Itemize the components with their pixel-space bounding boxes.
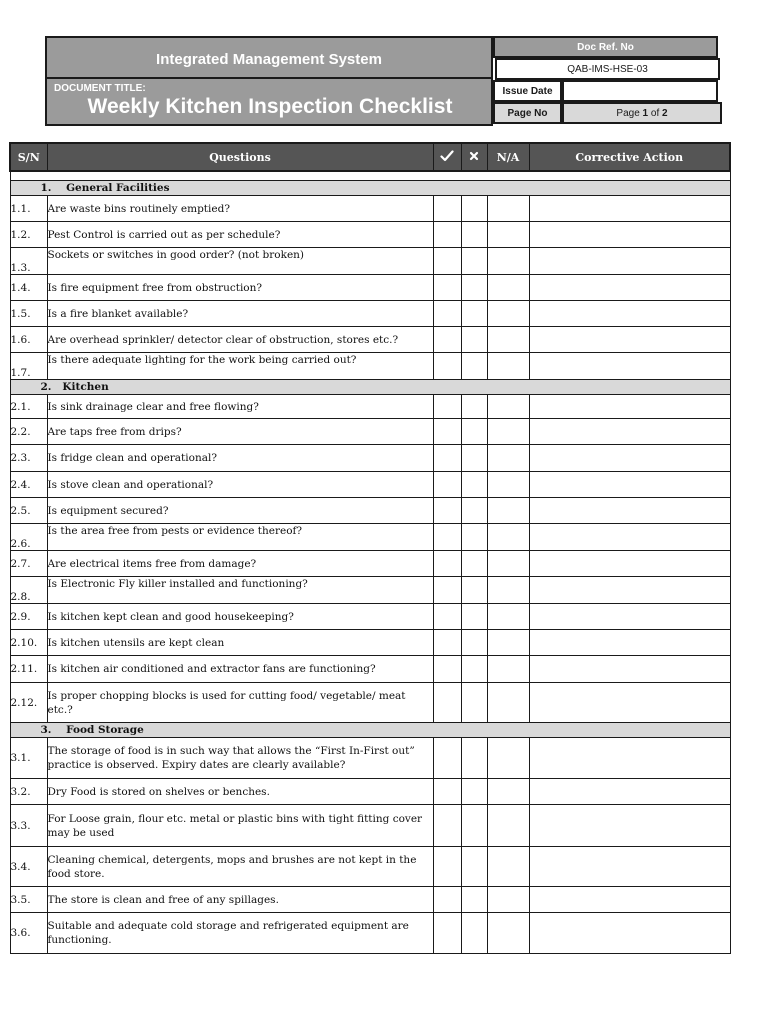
- no-checkbox-cell[interactable]: [461, 847, 487, 887]
- corrective-action-cell[interactable]: [529, 656, 730, 683]
- na-checkbox-cell[interactable]: [487, 630, 529, 656]
- na-checkbox-cell[interactable]: [487, 779, 529, 805]
- yes-checkbox-cell[interactable]: [433, 630, 461, 656]
- corrective-action-cell[interactable]: [529, 248, 730, 275]
- yes-checkbox-cell[interactable]: [433, 524, 461, 551]
- table-row: [10, 779, 730, 805]
- item-number: 2.3.: [10, 445, 47, 472]
- yes-checkbox-cell[interactable]: [433, 327, 461, 353]
- corrective-action-cell[interactable]: [529, 419, 730, 445]
- table-row: [10, 847, 730, 887]
- item-number: 2.7.: [10, 551, 47, 577]
- no-checkbox-cell[interactable]: [461, 887, 487, 913]
- yes-checkbox-cell[interactable]: [433, 738, 461, 779]
- question-text: Is kitchen utensils are kept clean: [47, 630, 433, 656]
- corrective-action-cell[interactable]: [529, 353, 730, 380]
- question-text: Is a fire blanket available?: [47, 301, 433, 327]
- yes-checkbox-cell[interactable]: [433, 604, 461, 630]
- yes-checkbox-cell[interactable]: [433, 222, 461, 248]
- table-row: [10, 275, 730, 301]
- na-checkbox-cell[interactable]: [487, 196, 529, 222]
- question-text: Cleaning chemical, detergents, mops and brushes are not kept in the food store.: [47, 847, 433, 887]
- table-row: [10, 248, 730, 275]
- table-row: [10, 887, 730, 913]
- na-checkbox-cell[interactable]: [487, 395, 529, 419]
- page-total: 2: [662, 107, 668, 119]
- yes-checkbox-cell[interactable]: [433, 301, 461, 327]
- corrective-action-cell[interactable]: [529, 887, 730, 913]
- col-header-yes: [433, 143, 461, 171]
- item-number: 2.6.: [10, 524, 47, 551]
- no-checkbox-cell[interactable]: [461, 551, 487, 577]
- no-checkbox-cell[interactable]: [461, 498, 487, 524]
- document-title-banner: [45, 79, 493, 126]
- table-row: [10, 630, 730, 656]
- no-checkbox-cell[interactable]: [461, 196, 487, 222]
- table-row: [10, 445, 730, 472]
- yes-checkbox-cell[interactable]: [433, 887, 461, 913]
- question-text: Is Electronic Fly killer installed and functioning?: [47, 577, 433, 604]
- col-header-sn: S/N: [10, 143, 47, 171]
- corrective-action-cell[interactable]: [529, 196, 730, 222]
- corrective-action-cell[interactable]: [529, 604, 730, 630]
- table-row: [10, 738, 730, 779]
- no-checkbox-cell[interactable]: [461, 630, 487, 656]
- na-checkbox-cell[interactable]: [487, 248, 529, 275]
- item-number: 3.5.: [10, 887, 47, 913]
- item-number: 3.1.: [10, 738, 47, 779]
- checklist-body: [10, 171, 730, 954]
- na-checkbox-cell[interactable]: [487, 683, 529, 723]
- na-checkbox-cell[interactable]: [487, 847, 529, 887]
- corrective-action-cell[interactable]: [529, 551, 730, 577]
- no-checkbox-cell[interactable]: [461, 222, 487, 248]
- document-title-label: DOCUMENT TITLE:: [54, 83, 146, 94]
- table-row: [10, 301, 730, 327]
- page-no-label: Page No: [493, 102, 562, 124]
- question-text: Is fridge clean and operational?: [47, 445, 433, 472]
- page-current: 1: [642, 107, 649, 119]
- yes-checkbox-cell[interactable]: [433, 913, 461, 954]
- yes-checkbox-cell[interactable]: [433, 248, 461, 275]
- na-checkbox-cell[interactable]: [487, 524, 529, 551]
- cross-icon: [469, 151, 479, 161]
- col-header-na: N/A: [487, 143, 529, 171]
- no-checkbox-cell[interactable]: [461, 524, 487, 551]
- page-of: of: [650, 107, 660, 119]
- table-row: [10, 683, 730, 723]
- corrective-action-cell[interactable]: [529, 630, 730, 656]
- question-text: Are electrical items free from damage?: [47, 551, 433, 577]
- item-number: 2.11.: [10, 656, 47, 683]
- yes-checkbox-cell[interactable]: [433, 656, 461, 683]
- item-number: 2.1.: [10, 395, 47, 419]
- no-checkbox-cell[interactable]: [461, 419, 487, 445]
- section-row: [10, 380, 730, 395]
- na-checkbox-cell[interactable]: [487, 327, 529, 353]
- item-number: 2.9.: [10, 604, 47, 630]
- item-number: 1.2.: [10, 222, 47, 248]
- table-row: [10, 395, 730, 419]
- no-checkbox-cell[interactable]: [461, 472, 487, 498]
- question-text: The storage of food is in such way that allows the “First In-First out” practice is observed. Expiry dates are clearly available?: [47, 738, 433, 779]
- item-number: 2.4.: [10, 472, 47, 498]
- section-title: 3. Food Storage: [10, 723, 730, 738]
- no-checkbox-cell[interactable]: [461, 738, 487, 779]
- col-header-corrective-action: Corrective Action: [529, 143, 730, 171]
- col-header-no: [461, 143, 487, 171]
- table-row: [10, 551, 730, 577]
- table-row: [10, 472, 730, 498]
- issue-date-label: Issue Date: [493, 80, 562, 102]
- na-checkbox-cell[interactable]: [487, 445, 529, 472]
- section-row: [10, 723, 730, 738]
- system-name-banner: [45, 36, 493, 79]
- item-number: 2.10.: [10, 630, 47, 656]
- question-text: Are waste bins routinely emptied?: [47, 196, 433, 222]
- question-text: Sockets or switches in good order? (not broken): [47, 248, 433, 275]
- na-checkbox-cell[interactable]: [487, 604, 529, 630]
- no-checkbox-cell[interactable]: [461, 248, 487, 275]
- question-text: Is the area free from pests or evidence thereof?: [47, 524, 433, 551]
- yes-checkbox-cell[interactable]: [433, 779, 461, 805]
- no-checkbox-cell[interactable]: [461, 656, 487, 683]
- yes-checkbox-cell[interactable]: [433, 805, 461, 847]
- table-row: [10, 656, 730, 683]
- no-checkbox-cell[interactable]: [461, 604, 487, 630]
- section-row: [10, 181, 730, 196]
- yes-checkbox-cell[interactable]: [433, 472, 461, 498]
- corrective-action-cell[interactable]: [529, 805, 730, 847]
- yes-checkbox-cell[interactable]: [433, 551, 461, 577]
- section-title: 1. General Facilities: [10, 181, 730, 196]
- item-number: 3.4.: [10, 847, 47, 887]
- table-row: [10, 604, 730, 630]
- question-text: Is kitchen kept clean and good housekeeping?: [47, 604, 433, 630]
- corrective-action-cell[interactable]: [529, 913, 730, 954]
- item-number: 1.5.: [10, 301, 47, 327]
- na-checkbox-cell[interactable]: [487, 656, 529, 683]
- system-name: Integrated Management System: [156, 51, 382, 68]
- corrective-action-cell[interactable]: [529, 498, 730, 524]
- item-number: 1.6.: [10, 327, 47, 353]
- corrective-action-cell[interactable]: [529, 524, 730, 551]
- corrective-action-cell[interactable]: [529, 738, 730, 779]
- table-header-row: [10, 143, 730, 171]
- question-text: Is kitchen air conditioned and extractor fans are functioning?: [47, 656, 433, 683]
- question-text: Is sink drainage clear and free flowing?: [47, 395, 433, 419]
- yes-checkbox-cell[interactable]: [433, 445, 461, 472]
- table-row: [10, 327, 730, 353]
- na-checkbox-cell[interactable]: [487, 222, 529, 248]
- inspection-checklist-table: [9, 142, 731, 954]
- question-text: The store is clean and free of any spillages.: [47, 887, 433, 913]
- section-title: 2. Kitchen: [10, 380, 730, 395]
- page-no-value: [562, 102, 722, 124]
- table-row: [10, 524, 730, 551]
- item-number: 2.2.: [10, 419, 47, 445]
- table-row: [10, 913, 730, 954]
- check-icon: [440, 150, 454, 162]
- item-number: 2.8.: [10, 577, 47, 604]
- no-checkbox-cell[interactable]: [461, 327, 487, 353]
- page-word: Page: [616, 107, 640, 119]
- question-text: Suitable and adequate cold storage and refrigerated equipment are functioning.: [47, 913, 433, 954]
- na-checkbox-cell[interactable]: [487, 805, 529, 847]
- na-checkbox-cell[interactable]: [487, 887, 529, 913]
- na-checkbox-cell[interactable]: [487, 353, 529, 380]
- item-number: 3.3.: [10, 805, 47, 847]
- document-title: Weekly Kitchen Inspection Checklist: [87, 95, 453, 118]
- yes-checkbox-cell[interactable]: [433, 395, 461, 419]
- no-checkbox-cell[interactable]: [461, 395, 487, 419]
- no-checkbox-cell[interactable]: [461, 805, 487, 847]
- yes-checkbox-cell[interactable]: [433, 498, 461, 524]
- question-text: Are taps free from drips?: [47, 419, 433, 445]
- table-row: [10, 805, 730, 847]
- item-number: 3.6.: [10, 913, 47, 954]
- item-number: 1.4.: [10, 275, 47, 301]
- table-row: [10, 577, 730, 604]
- corrective-action-cell[interactable]: [529, 779, 730, 805]
- item-number: 1.1.: [10, 196, 47, 222]
- table-row: [10, 353, 730, 380]
- corrective-action-cell[interactable]: [529, 445, 730, 472]
- corrective-action-cell[interactable]: [529, 395, 730, 419]
- corrective-action-cell[interactable]: [529, 327, 730, 353]
- corrective-action-cell[interactable]: [529, 577, 730, 604]
- col-header-questions: Questions: [47, 143, 433, 171]
- question-text: For Loose grain, flour etc. metal or plastic bins with tight fitting cover may be used: [47, 805, 433, 847]
- table-row: [10, 419, 730, 445]
- yes-checkbox-cell[interactable]: [433, 847, 461, 887]
- na-checkbox-cell[interactable]: [487, 551, 529, 577]
- item-number: 2.5.: [10, 498, 47, 524]
- na-checkbox-cell[interactable]: [487, 419, 529, 445]
- corrective-action-cell[interactable]: [529, 847, 730, 887]
- na-checkbox-cell[interactable]: [487, 913, 529, 954]
- doc-ref-label: Doc Ref. No: [493, 36, 718, 58]
- question-text: Are overhead sprinkler/ detector clear of obstruction, stores etc.?: [47, 327, 433, 353]
- spacer-row: [10, 171, 730, 181]
- no-checkbox-cell[interactable]: [461, 445, 487, 472]
- question-text: Is equipment secured?: [47, 498, 433, 524]
- yes-checkbox-cell[interactable]: [433, 683, 461, 723]
- item-number: 1.3.: [10, 248, 47, 275]
- no-checkbox-cell[interactable]: [461, 353, 487, 380]
- corrective-action-cell[interactable]: [529, 301, 730, 327]
- table-row: [10, 222, 730, 248]
- na-checkbox-cell[interactable]: [487, 275, 529, 301]
- yes-checkbox-cell[interactable]: [433, 419, 461, 445]
- no-checkbox-cell[interactable]: [461, 683, 487, 723]
- yes-checkbox-cell[interactable]: [433, 577, 461, 604]
- na-checkbox-cell[interactable]: [487, 738, 529, 779]
- item-number: 1.7.: [10, 353, 47, 380]
- no-checkbox-cell[interactable]: [461, 913, 487, 954]
- question-text: Is proper chopping blocks is used for cutting food/ vegetable/ meat etc.?: [47, 683, 433, 723]
- question-text: Dry Food is stored on shelves or benches.: [47, 779, 433, 805]
- issue-date-field[interactable]: [562, 80, 718, 102]
- item-number: 2.12.: [10, 683, 47, 723]
- na-checkbox-cell[interactable]: [487, 498, 529, 524]
- item-number: 3.2.: [10, 779, 47, 805]
- doc-ref-value: QAB-IMS-HSE-03: [495, 58, 720, 80]
- no-checkbox-cell[interactable]: [461, 275, 487, 301]
- corrective-action-cell[interactable]: [529, 683, 730, 723]
- no-checkbox-cell[interactable]: [461, 779, 487, 805]
- no-checkbox-cell[interactable]: [461, 301, 487, 327]
- na-checkbox-cell[interactable]: [487, 472, 529, 498]
- corrective-action-cell[interactable]: [529, 472, 730, 498]
- yes-checkbox-cell[interactable]: [433, 196, 461, 222]
- corrective-action-cell[interactable]: [529, 222, 730, 248]
- corrective-action-cell[interactable]: [529, 275, 730, 301]
- question-text: Is fire equipment free from obstruction?: [47, 275, 433, 301]
- table-row: [10, 196, 730, 222]
- question-text: Pest Control is carried out as per schedule?: [47, 222, 433, 248]
- yes-checkbox-cell[interactable]: [433, 353, 461, 380]
- table-row: [10, 498, 730, 524]
- yes-checkbox-cell[interactable]: [433, 275, 461, 301]
- na-checkbox-cell[interactable]: [487, 577, 529, 604]
- na-checkbox-cell[interactable]: [487, 301, 529, 327]
- question-text: Is there adequate lighting for the work being carried out?: [47, 353, 433, 380]
- no-checkbox-cell[interactable]: [461, 577, 487, 604]
- question-text: Is stove clean and operational?: [47, 472, 433, 498]
